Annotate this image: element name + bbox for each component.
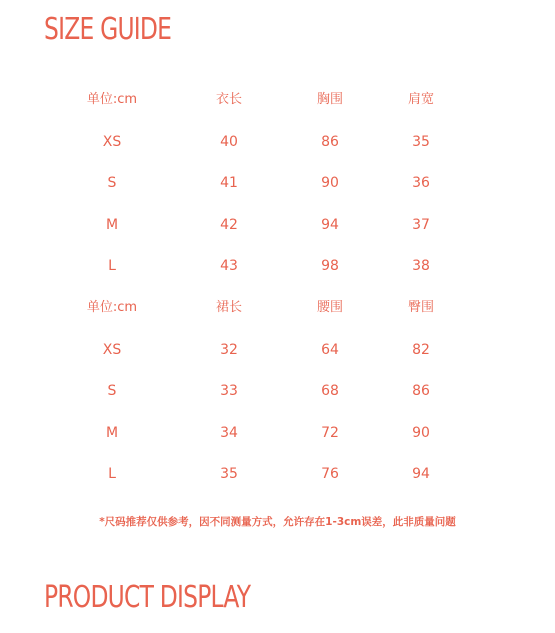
table-cell: 68 xyxy=(321,383,339,399)
product-display-title: PRODUCT DISPLAY xyxy=(44,580,251,615)
table-row xyxy=(0,338,555,362)
table-cell: 32 xyxy=(220,342,238,358)
table-cell: 64 xyxy=(321,342,339,358)
header-length: 衣长 xyxy=(215,92,242,107)
table-header-row xyxy=(0,296,555,320)
header-hip: 臀围 xyxy=(407,300,434,315)
size-label: L xyxy=(108,466,116,482)
table-cell: 42 xyxy=(220,217,238,233)
table-row xyxy=(0,462,555,486)
table-cell: 38 xyxy=(412,258,430,274)
header-shoulder: 肩宽 xyxy=(407,92,434,107)
table-cell: 35 xyxy=(412,134,430,150)
table-header-row xyxy=(0,88,555,112)
table-cell: 94 xyxy=(412,466,430,482)
header-waist: 腰围 xyxy=(316,300,343,315)
header-bust: 胸围 xyxy=(316,92,343,107)
table-row xyxy=(0,130,555,154)
size-label: M xyxy=(105,217,119,233)
table-cell: 90 xyxy=(412,425,430,441)
table-cell: 76 xyxy=(321,466,339,482)
header-unit: 单位:cm xyxy=(86,92,138,107)
table-cell: 98 xyxy=(321,258,339,274)
table-cell: 33 xyxy=(220,383,238,399)
size-disclaimer-note: *尺码推荐仅供参考，因不同测量方式，允许存在1-3cm误差，此非质量问题 xyxy=(99,516,456,528)
size-guide-title: SIZE GUIDE xyxy=(44,12,172,47)
size-label: S xyxy=(107,175,117,191)
table-cell: 43 xyxy=(220,258,238,274)
table-cell: 86 xyxy=(321,134,339,150)
table-cell: 86 xyxy=(412,383,430,399)
table-row xyxy=(0,171,555,195)
table-cell: 35 xyxy=(220,466,238,482)
size-label: M xyxy=(105,425,119,441)
table-cell: 36 xyxy=(412,175,430,191)
size-label: S xyxy=(107,383,117,399)
table-cell: 72 xyxy=(321,425,339,441)
table-cell: 82 xyxy=(412,342,430,358)
header-unit: 单位:cm xyxy=(86,300,138,315)
table-cell: 40 xyxy=(220,134,238,150)
size-label: XS xyxy=(102,134,122,150)
table-row xyxy=(0,421,555,445)
table-cell: 41 xyxy=(220,175,238,191)
table-cell: 90 xyxy=(321,175,339,191)
table-cell: 94 xyxy=(321,217,339,233)
table-cell: 37 xyxy=(412,217,430,233)
table-cell: 34 xyxy=(220,425,238,441)
table-row xyxy=(0,254,555,278)
size-label: L xyxy=(108,258,116,274)
header-skirt-length: 裙长 xyxy=(215,300,242,315)
table-row xyxy=(0,379,555,403)
table-row xyxy=(0,213,555,237)
size-label: XS xyxy=(102,342,122,358)
